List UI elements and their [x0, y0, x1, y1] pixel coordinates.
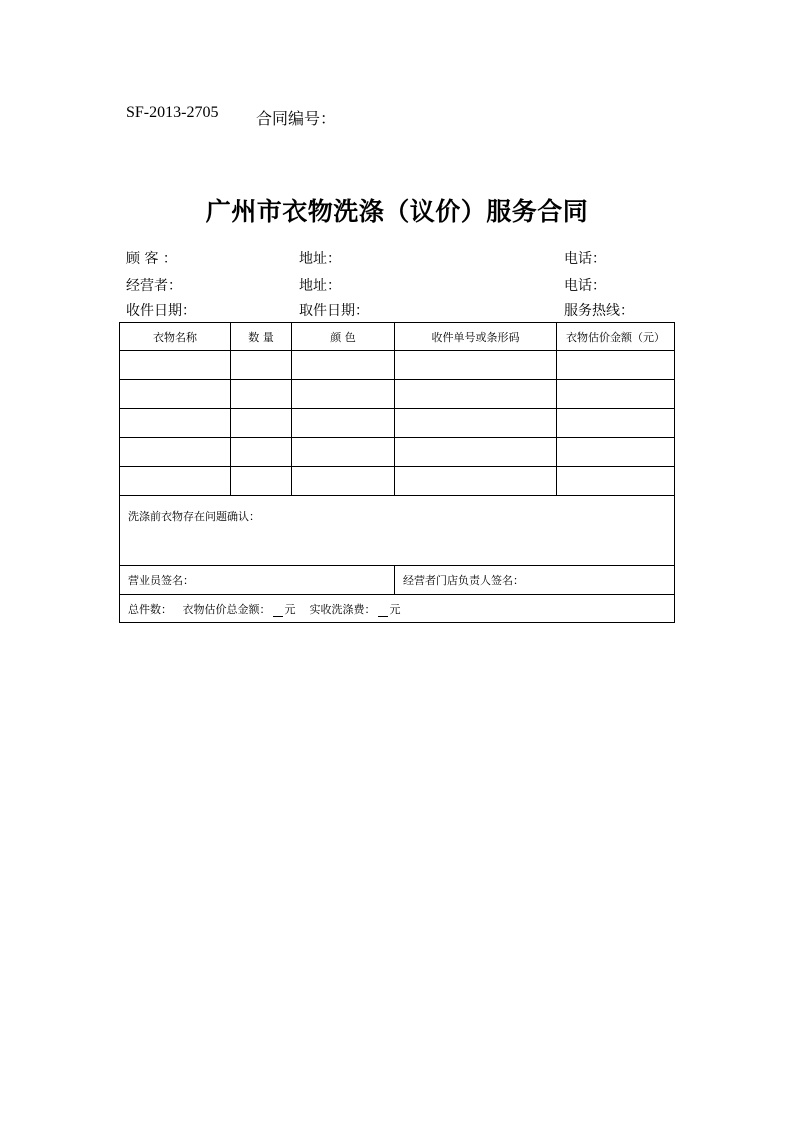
table-cell[interactable] — [231, 409, 292, 438]
table-cell[interactable] — [120, 409, 231, 438]
table-row — [120, 467, 675, 496]
manager-signature-field[interactable] — [395, 566, 675, 595]
table-cell[interactable] — [557, 351, 675, 380]
table-cell[interactable] — [231, 438, 292, 467]
pickup-date-label: 取件日期： — [299, 303, 369, 319]
table-cell[interactable] — [120, 351, 231, 380]
table-cell[interactable] — [557, 380, 675, 409]
total-count-label: 总件数： — [128, 602, 172, 616]
table-cell[interactable] — [120, 438, 231, 467]
table-cell[interactable] — [292, 380, 395, 409]
document-title: 广州市衣物洗涤（议价）服务合同 — [205, 197, 589, 226]
total-value-label: 衣物估价总金额： — [182, 602, 271, 616]
totals-row — [120, 595, 675, 623]
actual-fee-blank[interactable] — [378, 605, 388, 617]
sales-signature-label: 营业员签名： — [128, 574, 194, 587]
table-cell[interactable] — [557, 409, 675, 438]
operator-phone-label: 电话： — [564, 278, 606, 294]
table-cell[interactable] — [395, 467, 557, 496]
issue-confirmation-field[interactable] — [120, 496, 675, 566]
total-value-blank[interactable] — [273, 605, 283, 617]
table-cell[interactable] — [120, 380, 231, 409]
table-cell[interactable] — [120, 467, 231, 496]
operator-label: 经营者： — [126, 278, 182, 294]
table-cell[interactable] — [395, 351, 557, 380]
signature-row — [120, 566, 675, 595]
operator-address-label: 地址： — [299, 278, 341, 294]
table-cell[interactable] — [231, 351, 292, 380]
totals-field[interactable] — [120, 595, 675, 623]
table-row — [120, 409, 675, 438]
table-cell[interactable] — [292, 409, 395, 438]
issue-confirmation-row — [120, 496, 675, 566]
table-cell[interactable] — [292, 467, 395, 496]
customer-phone-label: 电话： — [564, 251, 606, 267]
manager-signature-label: 经营者门店负责人签名： — [403, 574, 524, 587]
table-cell[interactable] — [292, 438, 395, 467]
table-cell[interactable] — [395, 380, 557, 409]
actual-fee-unit: 元 — [389, 602, 401, 616]
table-row — [120, 380, 675, 409]
table-cell[interactable] — [231, 467, 292, 496]
customer-label: 顾 客 ： — [126, 251, 177, 267]
laundry-items-table — [119, 322, 675, 623]
customer-address-label: 地址： — [299, 251, 341, 267]
table-cell[interactable] — [557, 438, 675, 467]
table-cell[interactable] — [557, 467, 675, 496]
sales-signature-field[interactable] — [120, 566, 395, 595]
document-code: SF-2013-2705 — [126, 104, 219, 121]
column-header-receipt-number: 收件单号或条形码 — [395, 323, 557, 351]
column-header-item-name: 衣物名称 — [120, 323, 231, 351]
contract-number-label: 合同编号： — [256, 109, 337, 128]
table-row — [120, 438, 675, 467]
total-value-unit: 元 — [284, 602, 296, 616]
table-cell[interactable] — [395, 409, 557, 438]
table-header-row — [120, 323, 675, 351]
issue-confirmation-label: 洗涤前衣物存在问题确认： — [128, 510, 260, 523]
table-cell[interactable] — [231, 380, 292, 409]
column-header-color: 颜 色 — [292, 323, 395, 351]
service-hotline-label: 服务热线： — [564, 303, 634, 319]
column-header-estimated-value: 衣物估价金额（元） — [557, 323, 675, 351]
actual-fee-label: 实收洗涤费： — [309, 602, 376, 616]
receive-date-label: 收件日期： — [126, 303, 196, 319]
column-header-quantity: 数 量 — [231, 323, 292, 351]
table-cell[interactable] — [395, 438, 557, 467]
table-row — [120, 351, 675, 380]
table-cell[interactable] — [292, 351, 395, 380]
